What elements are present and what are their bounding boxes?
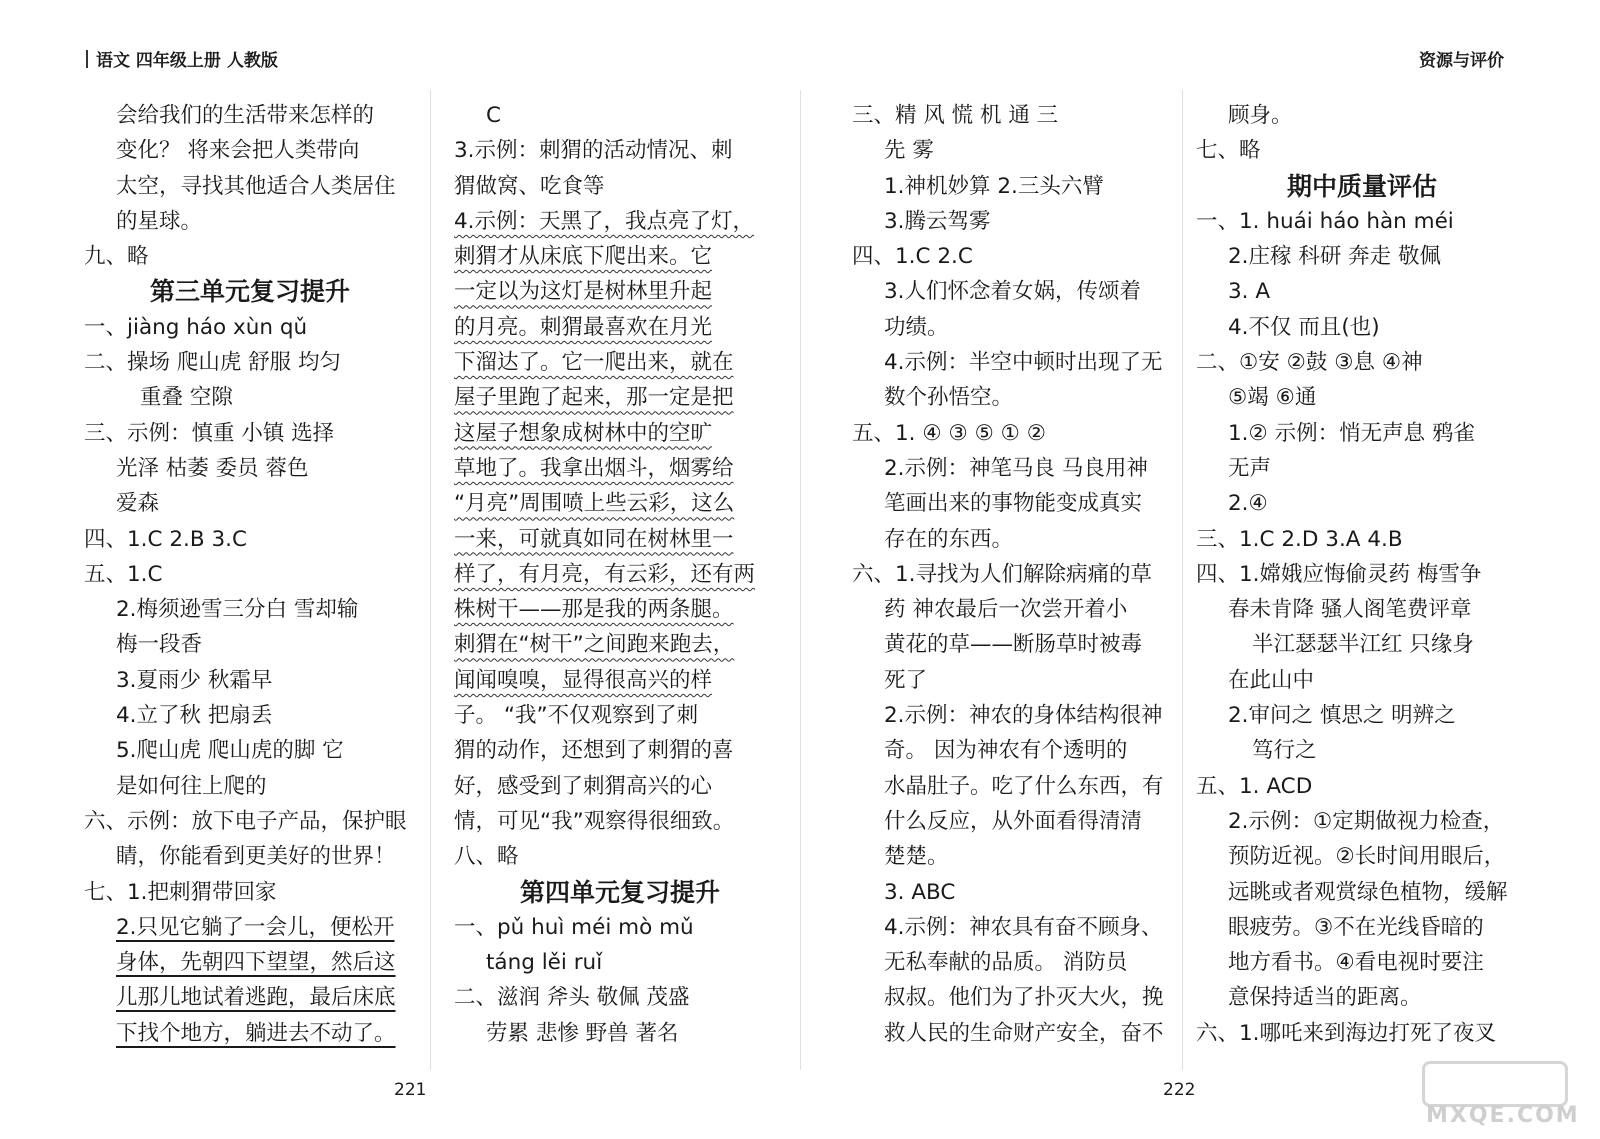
answer-line: 六、1.寻找为人们解除病痛的草 (852, 561, 1153, 587)
answer-line: 儿那儿地试着逃跑，最后床底 (116, 985, 396, 1011)
answer-line: 屋子里跑了起来，那一定是把 (454, 385, 734, 411)
answer-line: 样了，有月亮，有云彩，还有两 (454, 561, 756, 587)
answer-line: táng lěi ruǐ (486, 950, 603, 976)
answer-line: 先 雾 (884, 138, 934, 164)
answer-line: 预防近视。②长时间用眼后， (1228, 844, 1506, 870)
page-gutter (800, 90, 801, 1070)
watermark-logo-icon (1422, 1061, 1580, 1131)
answer-line: 1.神机妙算 2.三头六臂 (884, 173, 1104, 199)
answer-line: 数个孙悟空。 (884, 385, 1014, 411)
answer-line: 药 神农最后一次尝开着小 (884, 597, 1128, 623)
answer-line: 会给我们的生活带来怎样的 (116, 103, 375, 128)
answer-line: 六、1.哪吒来到海边打死了夜叉 (1196, 1020, 1497, 1046)
answer-line: 变化？ 将来会把人类带向 (116, 138, 360, 164)
answer-line: 死了 (884, 667, 928, 693)
answer-line: 远眺或者观赏绿色植物，缓解 (1228, 879, 1508, 905)
answer-column-1 (84, 98, 416, 1051)
section-heading: 第三单元复习提升 (149, 277, 350, 307)
answer-line: 四、1.C 2.C (852, 244, 973, 270)
answer-line: 叔叔。他们为了扑灭大火，挽 (884, 985, 1164, 1011)
answer-line: 3.人们怀念着女娲，传颂着 (884, 279, 1142, 305)
answer-line: 奇。 因为神农有个透明的 (884, 738, 1128, 764)
answer-line: 1.② 示例：悄无声息 鸦雀 (1228, 420, 1475, 446)
section-heading: 第四单元复习提升 (519, 877, 720, 907)
answer-line: 七、略 (1196, 138, 1261, 164)
answer-line: 3.腾云驾雾 (884, 208, 991, 234)
answer-line: 重叠 空隙 (140, 385, 233, 411)
answer-line: 2.示例：神农的身体结构很神 (884, 703, 1163, 729)
answer-line: 2.示例：①定期做视力检查， (1228, 808, 1505, 834)
answer-line: 闻闻嗅嗅，显得很高兴的样 (454, 667, 713, 693)
answer-line: ⑤竭 ⑥通 (1228, 385, 1317, 411)
answer-line: 楚楚。 (884, 844, 949, 870)
answer-line: 猬的动作，还想到了刺猬的喜 (454, 738, 734, 764)
answer-line: 爱森 (116, 491, 160, 517)
answer-line: 三、示例：慎重 小镇 选择 (84, 420, 335, 446)
answer-line: 刺猬才从床底下爬出来。它 (454, 244, 713, 270)
answer-line: 五、1.C (84, 561, 163, 587)
answer-line: 睛，你能看到更美好的世界！ (116, 844, 396, 870)
answer-line: 顾身。 (1228, 103, 1293, 128)
answer-line: 笃行之 (1252, 738, 1317, 764)
answer-line: 二、操场 爬山虎 舒服 均匀 (84, 350, 342, 376)
answer-line: 太空，寻找其他适合人类居住 (116, 173, 396, 199)
answer-line: 的星球。 (116, 208, 203, 234)
answer-column-4 (1196, 98, 1528, 1051)
answer-line: 四、1.C 2.B 3.C (84, 526, 247, 552)
answer-line: 黄花的草——断肠草时被毒 (884, 632, 1143, 658)
answer-line: 在此山中 (1228, 667, 1315, 693)
answer-line: 七、1.把刺猬带回家 (84, 879, 277, 905)
answer-line: 无声 (1228, 455, 1272, 481)
answer-line: 4.示例：天黑了，我点亮了灯， (454, 208, 755, 234)
answer-column-3 (852, 98, 1184, 1051)
answer-line: 2.审问之 慎思之 明辨之 (1228, 703, 1456, 729)
answer-line: 半江瑟瑟半江红 只缘身 (1252, 632, 1474, 658)
answer-line: 身体，先朝四下望望，然后这 (116, 950, 396, 976)
answer-line: 下溜达了。它一爬出来，就在 (454, 350, 734, 376)
answer-line: 功绩。 (884, 314, 949, 340)
answer-line: 株树干——那是我的两条腿。 (454, 597, 734, 623)
answer-line: 四、1.嫦娥应悔偷灵药 梅雪争 (1196, 561, 1482, 587)
answer-line: 5.爬山虎 爬山虎的脚 它 (116, 738, 344, 764)
answer-line: 一来，可就真如同在树林里一 (454, 526, 734, 552)
header-series-title: 资源与评价 (1419, 51, 1504, 71)
answer-line: 九、略 (84, 244, 149, 270)
answer-line: 下找个地方，躺进去不动了。 (116, 1020, 396, 1046)
answer-line: 的月亮。刺猬最喜欢在月光 (454, 314, 713, 340)
answer-line: 3.夏雨少 秋霜早 (116, 667, 273, 693)
answer-line: 五、1. ACD (1196, 773, 1313, 799)
answer-line: 一定以为这灯是树林里升起 (454, 279, 713, 305)
answer-line: “月亮”周围喷上些云彩，这么 (454, 491, 735, 517)
answer-line: 意保持适当的距离。 (1228, 985, 1422, 1011)
answer-line: 2.只见它躺了一会儿，便松开 (116, 914, 395, 940)
answer-line: 救人民的生命财产安全，奋不 (884, 1020, 1164, 1046)
answer-line: 水晶肚子。吃了什么东西，有 (884, 773, 1164, 799)
answer-line: 情，可见“我”观察得很细致。 (454, 808, 735, 834)
answer-line: 刺猬在“树干”之间跑来跑去， (454, 632, 735, 658)
answer-line: 好，感受到了刺猬高兴的心 (454, 773, 713, 799)
page-number-left: 221 (394, 1080, 427, 1100)
answer-line: 3. ABC (884, 879, 956, 905)
answer-line: 一、jiàng háo xùn qǔ (84, 314, 308, 340)
answer-line: 梅一段香 (116, 632, 203, 658)
answer-line: 3. A (1228, 279, 1271, 305)
answer-column-2 (454, 98, 786, 1051)
answer-line: 二、①安 ②鼓 ③息 ④神 (1196, 350, 1423, 376)
answer-line: 三、1.C 2.D 3.A 4.B (1196, 526, 1403, 552)
answer-line: 一、pǔ huì méi mò mǔ (454, 914, 694, 940)
answer-line: 六、示例：放下电子产品，保护眼 (84, 808, 407, 834)
answer-line: 3.示例：刺猬的活动情况、刺 (454, 138, 733, 164)
answer-line: 地方看书。④看电视时要注 (1228, 950, 1484, 976)
answer-line: 4.示例：半空中顿时出现了无 (884, 350, 1163, 376)
answer-line: 2.梅须逊雪三分白 雪却输 (116, 597, 359, 623)
answer-line: 一、1. huái háo hàn méi (1196, 208, 1454, 234)
answer-line: 笔画出来的事物能变成真实 (884, 491, 1143, 517)
answer-line: 4.不仅 而且(也) (1228, 314, 1380, 340)
answer-line: 光泽 枯萎 委员 蓉色 (116, 455, 309, 481)
answer-line: 是如何往上爬的 (116, 773, 267, 799)
answer-line: 无私奉献的品质。 消防员 (884, 950, 1128, 976)
page-number-right: 222 (1163, 1080, 1196, 1100)
answer-line: 草地了。我拿出烟斗，烟雾给 (454, 455, 734, 481)
answer-line: 2.④ (1228, 491, 1268, 517)
answer-line: 2.示例：神笔马良 马良用神 (884, 455, 1148, 481)
answer-line: 八、略 (454, 844, 519, 870)
answer-line: 这屋子想象成树林中的空旷 (454, 420, 713, 446)
watermark-text: MXQE.COM (1426, 1103, 1580, 1128)
answer-line: 子。 “我”不仅观察到了刺 (454, 703, 699, 729)
answer-line: 存在的东西。 (884, 526, 1014, 552)
column-divider (430, 90, 431, 1070)
answer-line: 春未肯降 骚人阁笔费评章 (1228, 597, 1472, 623)
answer-line: 五、1. ④ ③ ⑤ ① ② (852, 420, 1047, 446)
section-heading: 期中质量评估 (1286, 171, 1437, 201)
answer-line: 4.示例：神农具有奋不顾身、 (884, 914, 1163, 940)
answer-line: 什么反应，从外面看得清清 (884, 808, 1143, 834)
answer-line: 猬做窝、吃食等 (454, 173, 605, 199)
answer-line: 三、精 风 慌 机 通 三 (852, 103, 1059, 128)
answer-line: 劳累 悲惨 野兽 著名 (486, 1020, 679, 1046)
header-book-info: 语文 四年级上册 人教版 (96, 51, 278, 71)
answer-line: 二、滋润 斧头 敬佩 茂盛 (454, 985, 690, 1011)
answer-line: 4.立了秋 把扇丢 (116, 703, 273, 729)
answer-line: 眼疲劳。③不在光线昏暗的 (1228, 914, 1484, 940)
answer-line: 2.庄稼 科研 奔走 敬佩 (1228, 244, 1442, 270)
answer-line: C (486, 103, 502, 128)
